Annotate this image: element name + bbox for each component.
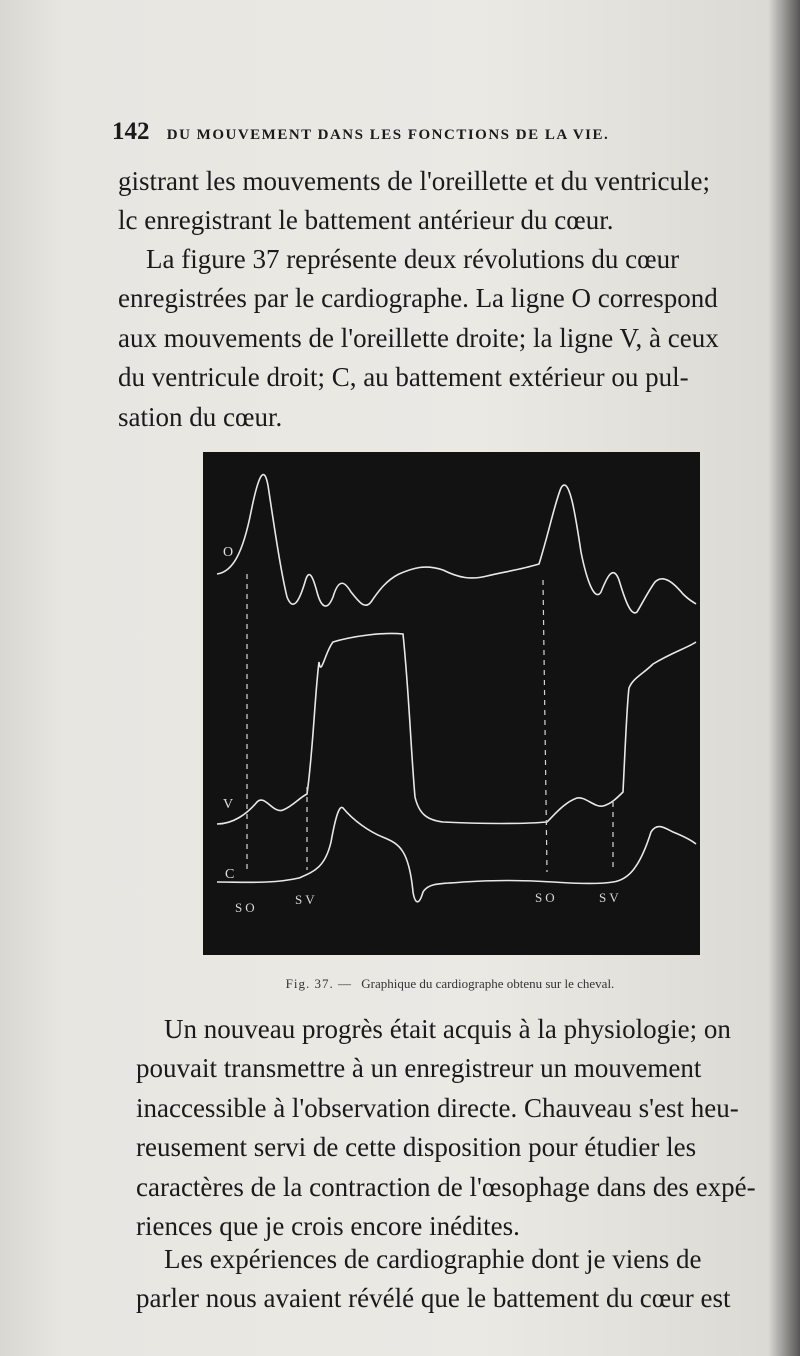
trace-label-c: C: [225, 867, 235, 882]
paragraph: [118, 162, 766, 241]
marker-label-so: SO: [535, 890, 558, 905]
text-line: parler nous avaient révélé que le battement du cœur est: [136, 1283, 731, 1314]
page-number: 142: [112, 118, 150, 145]
caption-text: Graphique du cardiographe obtenu sur le cheval.: [361, 976, 615, 991]
text-line: inaccessible à l'observation directe. Chauveau s'est heu-: [136, 1092, 739, 1123]
text-line: caractères de la contraction de l'œsophage dans des expé-: [136, 1171, 756, 1202]
text-line: sation du cœur.: [118, 401, 283, 432]
text-line: Un nouveau progrès était acquis à la physiologie; on: [164, 1014, 731, 1044]
cardiograph-tracing: [203, 452, 700, 955]
paragraph: [136, 1010, 788, 1246]
text-line: Les expériences de cardiographie dont je viens de: [164, 1244, 702, 1274]
text-line: reusement servi de cette disposition pour étudier les: [136, 1132, 697, 1163]
marker-label-sv: SV: [295, 892, 318, 907]
text-line: La figure 37 représente deux révolutions du cœur: [146, 244, 680, 274]
text-line: aux mouvements de l'oreillette droite; la ligne V, à ceux: [118, 322, 719, 353]
text-line: pouvait transmettre à un enregistreur un mouvement: [136, 1053, 702, 1084]
running-header: [112, 118, 732, 146]
cardiograph-figure: [203, 452, 700, 955]
running-title: DU MOUVEMENT DANS LES FONCTIONS DE LA VIE.: [166, 127, 610, 143]
figure-caption: [200, 976, 700, 992]
paragraph: [118, 240, 766, 437]
paragraph: [136, 1240, 788, 1319]
text-line: lc enregistrant le battement antérieur du cœur.: [118, 205, 614, 236]
text-line: riences que je crois encore inédites.: [136, 1211, 520, 1242]
figure-label: Fig. 37. —: [285, 976, 353, 991]
trace-label-v: V: [223, 797, 234, 812]
marker-label-so: SO: [235, 900, 258, 915]
text-line: du ventricule droit; C, au battement extérieur ou pul-: [118, 362, 689, 393]
marker-label-sv: SV: [599, 890, 622, 905]
text-line: enregistrées par le cardiographe. La ligne O correspond: [118, 283, 718, 314]
trace-label-o: O: [223, 545, 234, 560]
text-line: gistrant les mouvements de l'oreillette et du ventricule;: [118, 166, 710, 196]
